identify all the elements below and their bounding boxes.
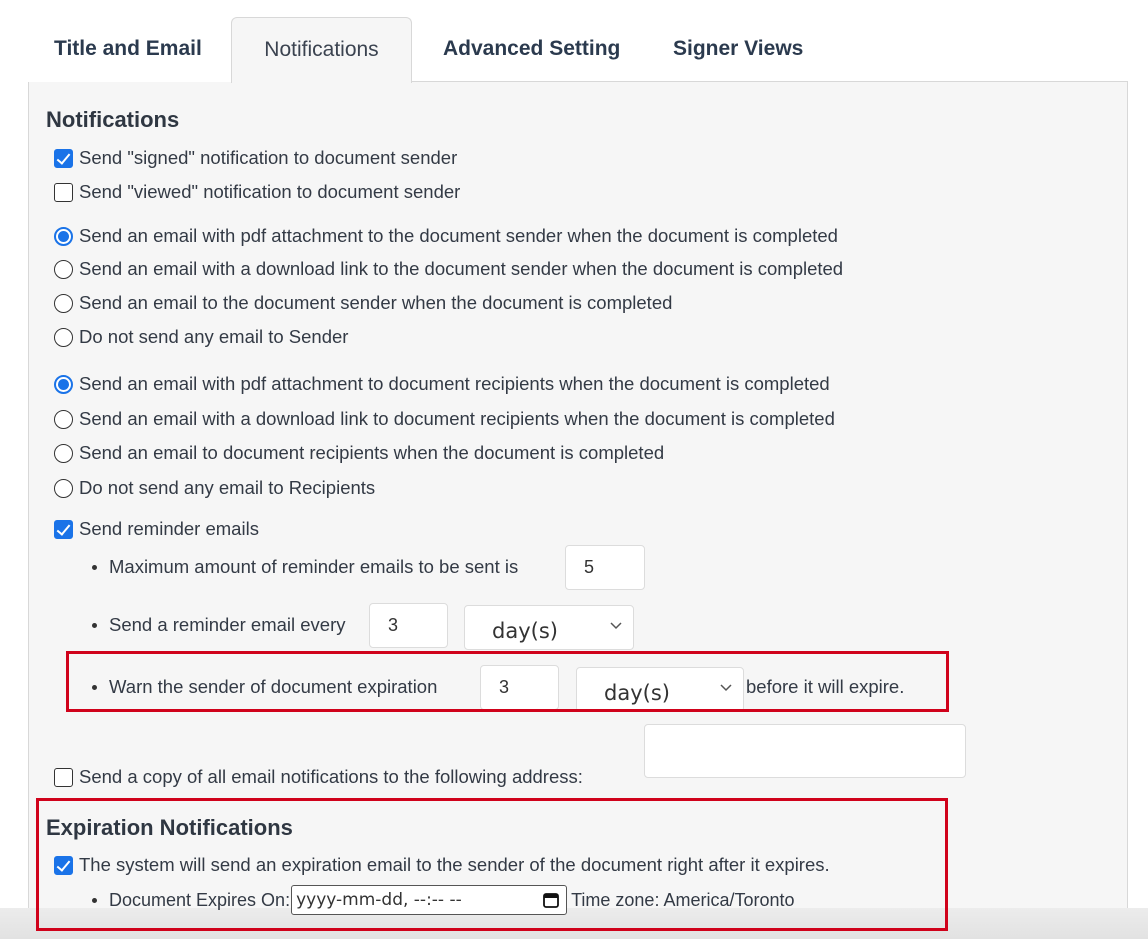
recipient-option-none: [54, 477, 375, 499]
expiration-warning-row: [92, 676, 437, 698]
signed-notification-checkbox[interactable]: [54, 149, 73, 168]
copy-notifications-label: Send a copy of all email notifications to the following address:: [79, 766, 583, 787]
reminder-interval-row: [92, 614, 346, 636]
sender-option-link: [54, 258, 843, 280]
recipient-email-radio[interactable]: [54, 444, 73, 463]
recipient-option-email: [54, 442, 664, 464]
tab-title-and-email[interactable]: Title and Email: [54, 37, 202, 60]
bullet: [92, 685, 97, 690]
timezone-label: Time zone: America/Toronto: [571, 889, 795, 910]
recipient-pdf-radio[interactable]: [54, 375, 73, 394]
recipient-option-link: [54, 408, 835, 430]
calendar-icon[interactable]: [542, 891, 560, 909]
expiration-date-input[interactable]: [291, 885, 567, 915]
sender-email-radio[interactable]: [54, 294, 73, 313]
recipient-none-radio[interactable]: [54, 479, 73, 498]
signed-notification-label: Send "signed" notification to document sender: [79, 147, 458, 168]
expiration-email-label: The system will send an expiration email to the sender of the document right after it expires.: [79, 854, 830, 875]
chevron-down-icon: [609, 618, 623, 632]
reminder-interval-unit-value: day(s): [492, 619, 558, 643]
max-reminders-row: [92, 556, 518, 578]
max-reminders-label: Maximum amount of reminder emails to be sent is: [109, 556, 519, 577]
sender-link-radio[interactable]: [54, 260, 73, 279]
expiration-warning-input[interactable]: [480, 665, 559, 710]
recipient-option-pdf: [54, 373, 830, 395]
viewed-notification-row: [54, 181, 460, 203]
bullet: [92, 565, 97, 570]
notifications-panel: [28, 82, 1128, 939]
tab-signer-views[interactable]: Signer Views: [673, 37, 804, 60]
recipient-none-label: Do not send any email to Recipients: [79, 477, 376, 498]
recipient-pdf-label: Send an email with pdf attachment to document recipients when the document is completed: [79, 373, 830, 394]
copy-notifications-checkbox[interactable]: [54, 768, 73, 787]
sender-link-label: Send an email with a download link to the document sender when the document is completed: [79, 258, 844, 279]
bullet: [92, 623, 97, 628]
reminder-emails-row: [54, 518, 259, 540]
recipient-email-label: Send an email to document recipients when the document is completed: [79, 442, 665, 463]
notifications-heading: Notifications: [46, 107, 180, 132]
tab-bar: [0, 0, 1148, 82]
recipient-link-radio[interactable]: [54, 410, 73, 429]
bullet: [92, 898, 97, 903]
tab-advanced-setting[interactable]: Advanced Setting: [443, 37, 621, 60]
document-expires-label: Document Expires On:: [109, 889, 291, 910]
reminder-interval-label: Send a reminder email every: [109, 614, 346, 635]
tab-notifications[interactable]: Notifications: [231, 17, 412, 83]
max-reminders-input[interactable]: [565, 545, 645, 590]
expiration-date-placeholder: yyyy-mm-dd, --:-- --: [296, 890, 462, 910]
reminder-emails-label: Send reminder emails: [79, 518, 259, 539]
expiration-warning-unit-select[interactable]: [576, 667, 744, 712]
chevron-down-icon: [719, 680, 733, 694]
reminder-emails-checkbox[interactable]: [54, 520, 73, 539]
sender-option-pdf: [54, 225, 838, 247]
copy-email-input[interactable]: [644, 724, 966, 778]
expiration-warning-suffix: [746, 676, 904, 698]
expiration-warning-label: Warn the sender of document expiration: [109, 676, 438, 697]
reminder-interval-input[interactable]: [369, 603, 448, 648]
copy-notifications-row: [54, 766, 583, 788]
sender-option-email: [54, 292, 672, 314]
signed-notification-row: [54, 147, 457, 169]
document-expires-row: [92, 885, 795, 915]
sender-none-radio[interactable]: [54, 328, 73, 347]
sender-pdf-radio[interactable]: [54, 227, 73, 246]
sender-option-none: [54, 326, 348, 348]
expiration-warning-unit-value: day(s): [604, 681, 670, 705]
sender-email-label: Send an email to the document sender when the document is completed: [79, 292, 673, 313]
expiration-email-row: [54, 854, 830, 876]
reminder-interval-unit-select[interactable]: [464, 605, 634, 650]
sender-pdf-label: Send an email with pdf attachment to the document sender when the document is completed: [79, 225, 838, 246]
recipient-link-label: Send an email with a download link to document recipients when the document is completed: [79, 408, 835, 429]
viewed-notification-checkbox[interactable]: [54, 183, 73, 202]
expiration-warning-suffix-label: before it will expire.: [746, 676, 905, 697]
viewed-notification-label: Send "viewed" notification to document sender: [79, 181, 461, 202]
expiration-heading: Expiration Notifications: [46, 815, 293, 840]
expiration-email-checkbox[interactable]: [54, 856, 73, 875]
sender-none-label: Do not send any email to Sender: [79, 326, 349, 347]
